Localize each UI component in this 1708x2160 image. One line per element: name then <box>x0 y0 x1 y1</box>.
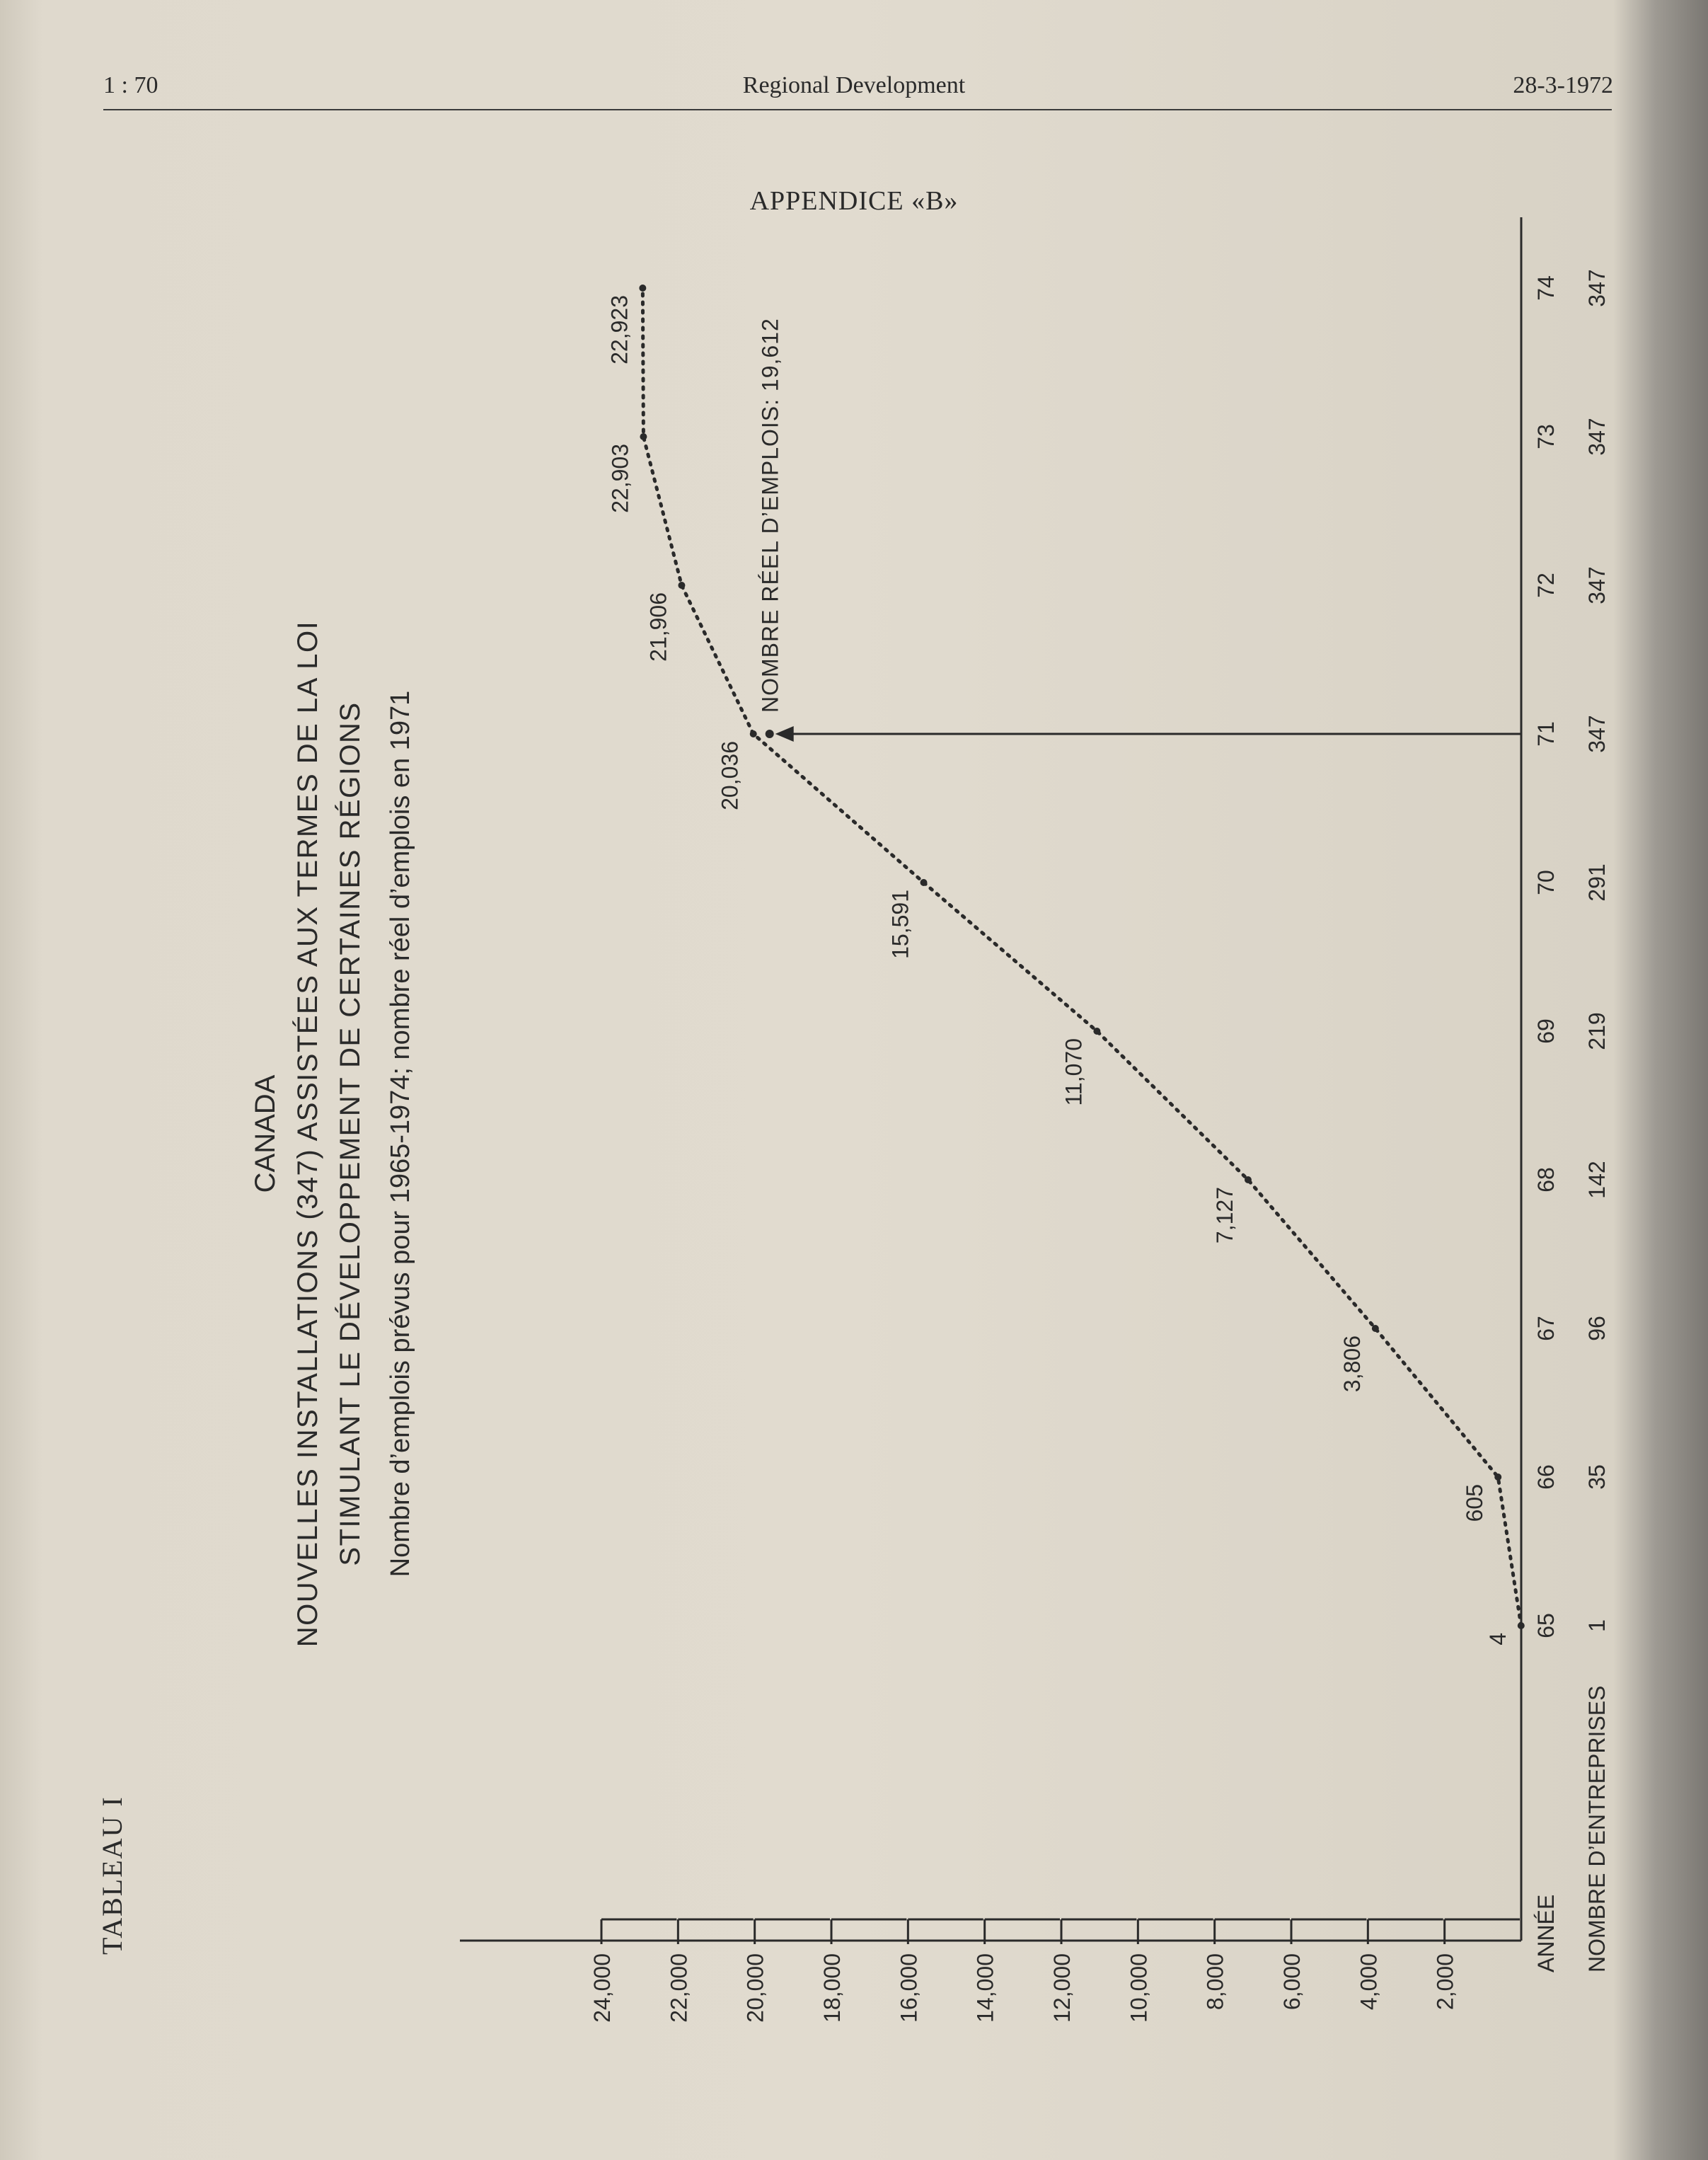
data-label: 22,903 <box>607 444 633 513</box>
y-tick-label: 8,000 <box>1202 1953 1228 2011</box>
enterprise-count: 219 <box>1584 1012 1610 1050</box>
header-date: 28-3-1972 <box>1513 72 1613 98</box>
data-point <box>1372 1325 1379 1332</box>
x-tick-label: 71 <box>1533 721 1559 747</box>
enterprise-count: 35 <box>1584 1464 1610 1490</box>
x-tick-label: 72 <box>1533 573 1559 598</box>
y-tick-label: 10,000 <box>1126 1953 1152 2023</box>
enterprise-count: 347 <box>1584 269 1610 307</box>
data-label: 4 <box>1484 1633 1511 1645</box>
enterprise-count: 347 <box>1584 418 1610 456</box>
data-point <box>750 730 757 737</box>
data-label: 22,923 <box>606 295 633 364</box>
x-axis-label: ANNÉE <box>1533 1894 1559 1972</box>
data-label: 11,070 <box>1061 1038 1087 1106</box>
data-label: 21,906 <box>645 592 671 662</box>
data-point <box>1093 1028 1100 1035</box>
data-label: 3,806 <box>1339 1335 1365 1393</box>
x-tick-label: 69 <box>1533 1018 1559 1044</box>
data-label: 20,036 <box>717 741 743 810</box>
page-number: 1 : 70 <box>103 72 158 98</box>
x-axis-labels <box>1533 269 1610 1638</box>
chart-title-line-3: STIMULANT LE DÉVELOPPEMENT DE CERTAINES RÉGIONS <box>335 701 366 1566</box>
data-point <box>920 879 927 886</box>
chart-subtitle: Nombre d’emplois prévus pour 1965-1974; nombre réel d’emplois en 1971 <box>386 690 415 1578</box>
data-point <box>1245 1176 1252 1183</box>
data-point <box>639 285 646 292</box>
enterprise-count: 96 <box>1584 1316 1610 1341</box>
y-tick-label: 4,000 <box>1356 1953 1382 2011</box>
x-tick-label: 74 <box>1533 275 1559 301</box>
table-label: TABLEAU I <box>96 1796 128 1955</box>
data-points <box>606 285 1524 1645</box>
data-point <box>1494 1473 1501 1481</box>
x-tick-label: 66 <box>1533 1464 1559 1490</box>
y-tick-label: 14,000 <box>972 1953 998 2023</box>
appendix-label: APPENDICE «B» <box>749 186 959 216</box>
data-point <box>640 433 647 440</box>
chart-title-line-1: CANADA <box>250 1074 281 1193</box>
y-tick-label: 24,000 <box>589 1953 615 2023</box>
y-tick-label: 12,000 <box>1049 1953 1075 2023</box>
y-tick-label: 2,000 <box>1432 1953 1458 2011</box>
y-tick-label: 6,000 <box>1279 1953 1305 2011</box>
x-tick-label: 67 <box>1533 1316 1559 1341</box>
chart-title-line-2: NOUVELLES INSTALLATIONS (347) ASSISTÉES AUX TERMES DE LA LOI <box>292 620 323 1648</box>
data-point <box>678 582 685 589</box>
actual-jobs-marker <box>758 318 1521 742</box>
data-label: 605 <box>1462 1484 1488 1522</box>
actual-jobs-point <box>766 730 774 738</box>
x-tick-label: 65 <box>1533 1613 1559 1638</box>
actual-jobs-label: NOMBRE RÉEL D’EMPLOIS: 19,612 <box>757 318 783 713</box>
x2-axis-label: NOMBRE D’ENTREPRISES <box>1584 1685 1610 1972</box>
enterprise-count: 347 <box>1584 566 1610 604</box>
data-point <box>1518 1622 1525 1629</box>
enterprise-count: 1 <box>1584 1619 1610 1632</box>
y-tick-label: 16,000 <box>896 1953 922 2023</box>
y-tick-label: 22,000 <box>666 1953 692 2023</box>
data-label: 7,127 <box>1211 1187 1237 1244</box>
y-tick-label: 20,000 <box>742 1953 768 2023</box>
y-tick-label: 18,000 <box>819 1953 845 2023</box>
running-title: Regional Development <box>742 72 966 98</box>
enterprise-count: 291 <box>1584 863 1610 902</box>
data-label: 15,591 <box>887 890 913 959</box>
x-tick-label: 73 <box>1533 424 1559 449</box>
y-axis-ticks <box>589 1919 1520 2023</box>
x-tick-label: 68 <box>1533 1167 1559 1193</box>
enterprise-count: 142 <box>1584 1161 1610 1199</box>
x-tick-label: 70 <box>1533 870 1559 895</box>
enterprise-count: 347 <box>1584 715 1610 753</box>
actual-jobs-arrowhead <box>775 726 794 742</box>
